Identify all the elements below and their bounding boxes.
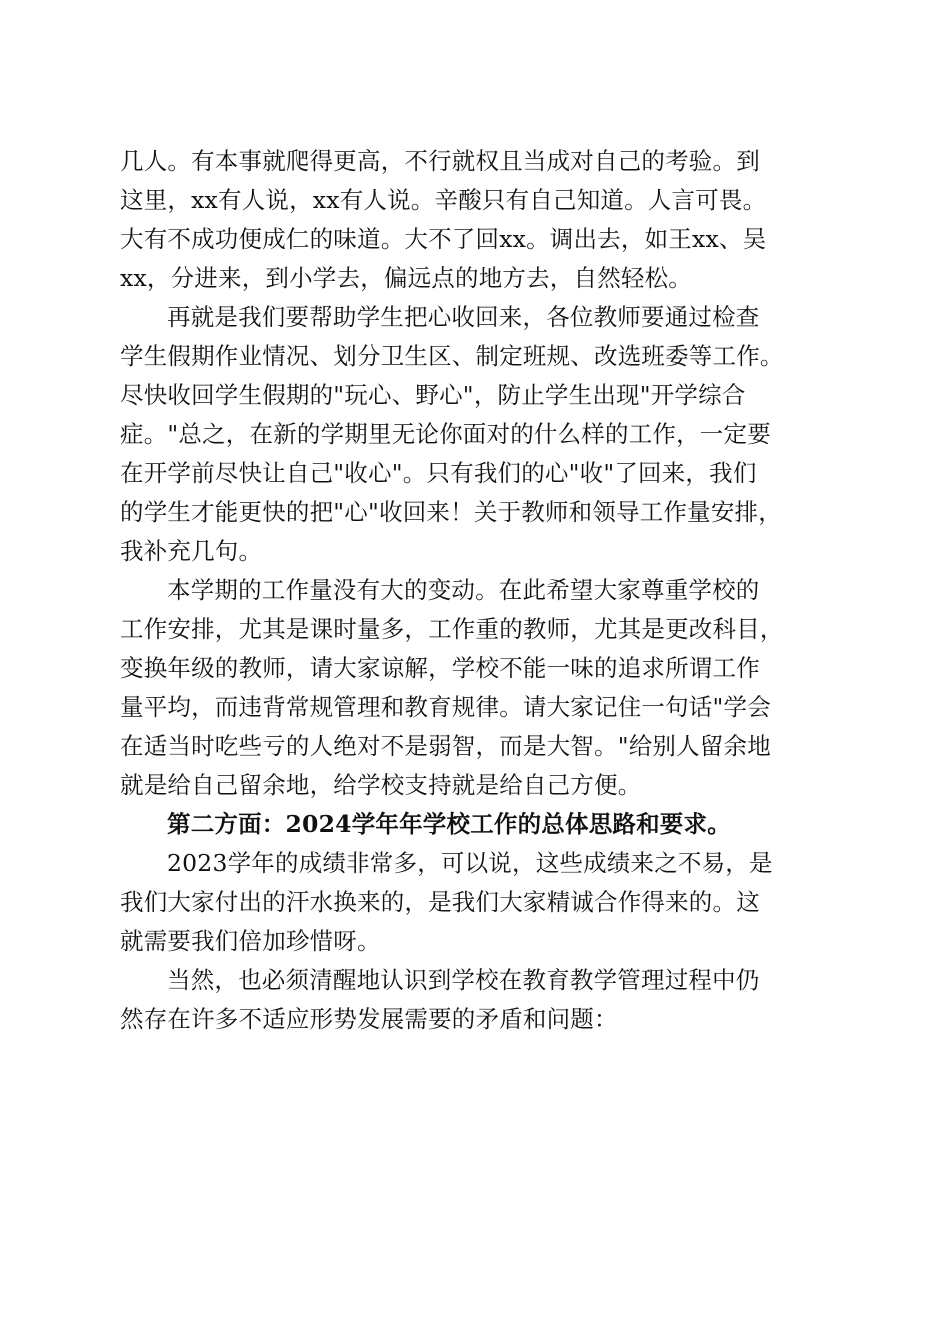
text-line: 在开学前尽快让自己"收心"。只有我们的心"收"了回来，我们 bbox=[120, 459, 757, 487]
text-line: 症。"总之，在新的学期里无论你面对的什么样的工作，一定要 bbox=[120, 420, 771, 448]
text-line: 大有不成功便成仁的味道。大不了回xx。调出去，如王xx、吴 bbox=[120, 225, 767, 253]
text-line: 学生假期作业情况、划分卫生区、制定班规、改选班委等工作。 bbox=[120, 342, 784, 370]
text-line: xx，分进来，到小学去，偏远点的地方去，自然轻松。 bbox=[120, 264, 693, 292]
text-line: 就是给自己留余地，给学校支持就是给自己方便。 bbox=[120, 771, 642, 799]
text-line: 我补充几句。 bbox=[120, 537, 263, 565]
text-line: 尽快收回学生假期的"玩心、野心"，防止学生出现"开学综合 bbox=[120, 381, 746, 409]
section-heading: 第二方面：2024学年年学校工作的总体思路和要求。 bbox=[167, 810, 731, 838]
paragraph-start-line: 本学期的工作量没有大的变动。在此希望大家尊重学校的 bbox=[167, 576, 760, 604]
paragraph-start-line: 再就是我们要帮助学生把心收回来，各位教师要通过检查 bbox=[167, 303, 760, 331]
paragraph-start-line: 2023学年的成绩非常多，可以说，这些成绩来之不易，是 bbox=[167, 849, 773, 877]
text-line: 在适当时吃些亏的人绝对不是弱智，而是大智。"给别人留余地 bbox=[120, 732, 771, 760]
text-line: 工作安排，尤其是课时量多，工作重的教师，尤其是更改科目， bbox=[120, 615, 784, 643]
text-line: 然存在许多不适应形势发展需要的矛盾和问题： bbox=[120, 1005, 618, 1033]
text-line: 就需要我们倍加珍惜呀。 bbox=[120, 927, 381, 955]
paragraph-start-line: 当然，也必须清醒地认识到学校在教育教学管理过程中仍 bbox=[167, 966, 760, 994]
text-line: 量平均，而违背常规管理和教育规律。请大家记住一句话"学会 bbox=[120, 693, 771, 721]
text-line: 的学生才能更快的把"心"收回来！关于教师和领导工作量安排， bbox=[120, 498, 782, 526]
document-body bbox=[120, 142, 840, 1039]
text-line: 这里，xx有人说，xx有人说。辛酸只有自己知道。人言可畏。 bbox=[120, 186, 767, 214]
text-line: 变换年级的教师，请大家谅解，学校不能一味的追求所谓工作 bbox=[120, 654, 760, 682]
text-line: 我们大家付出的汗水换来的，是我们大家精诚合作得来的。这 bbox=[120, 888, 760, 916]
text-line: 几人。有本事就爬得更高，不行就权且当成对自己的考验。到 bbox=[120, 147, 760, 175]
